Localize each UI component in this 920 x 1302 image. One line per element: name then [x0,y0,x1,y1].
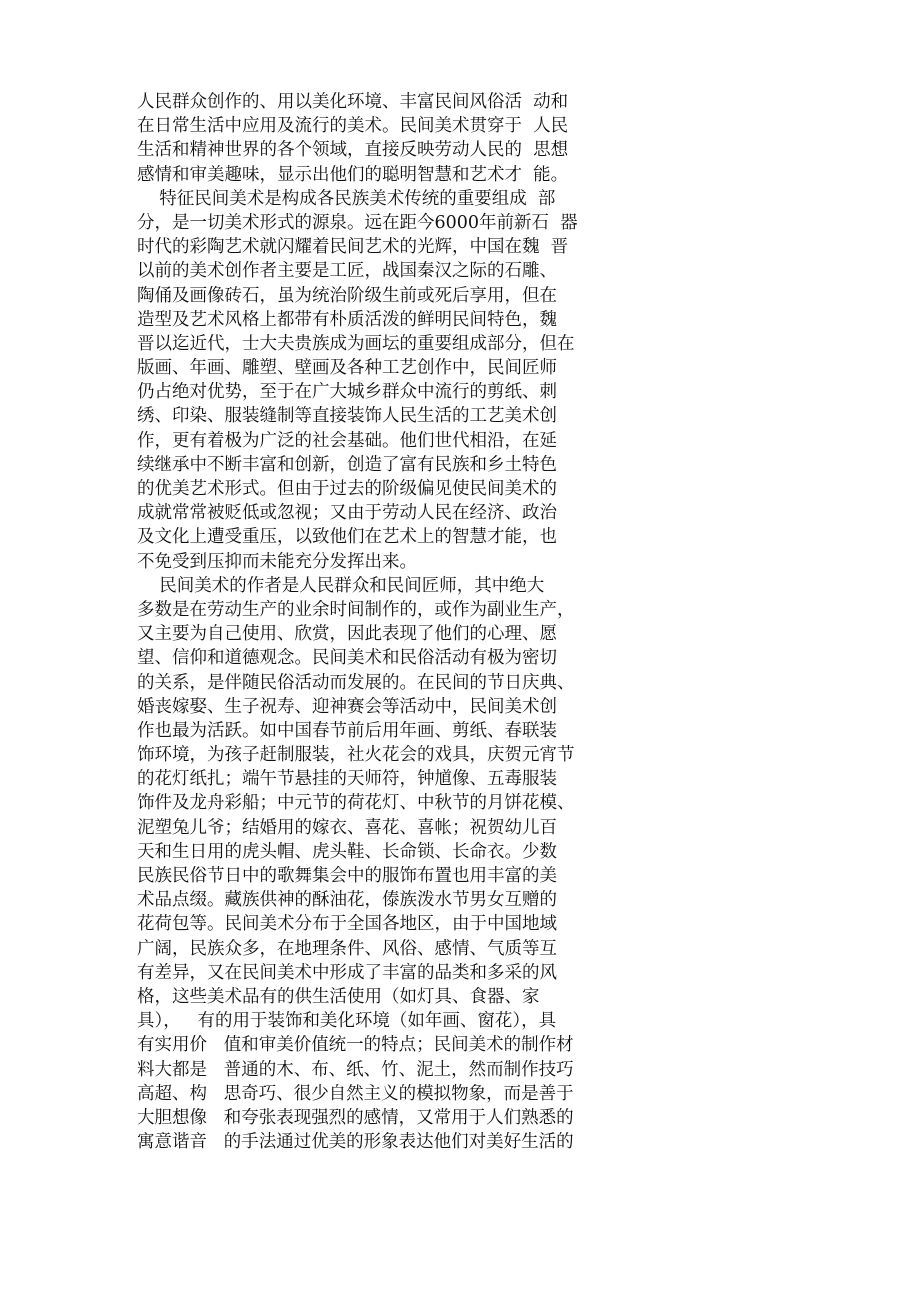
text-line: 饰件及龙舟彩船；中元节的荷花灯、中秋节的月饼花模、 [137,793,575,814]
text-line: 多数是在劳动生产的业余时间制作的，或作为副业生产， [137,599,575,620]
text-line: 民族民俗节日中的歌舞集会中的服饰布置也用丰富的美 [137,866,557,886]
text-line: 广阔，民族众多，在地理条件、风俗、感情、气质等互 [137,938,557,959]
text-line: 饰环境，为孩子赶制服装，社火花会的戏具，庆贺元宵节 [137,745,575,766]
text-line: 料大都是 普通的木、布、纸、竹、泥土，然而制作技巧 [137,1059,574,1080]
text-line: 特征民间美术是构成各民族美术传统的重要组成 部 [137,188,556,209]
text-line: 有实用价 值和审美价值统一的特点；民间美术的制作材 [137,1035,574,1056]
text-line: 术品点缀。藏族供神的酥油花，傣族泼水节男女互赠的 [137,890,557,911]
text-line: 造型及艺术风格上都带有朴质活泼的鲜明民间特色，魏 [137,309,557,330]
text-line: 作，更有着极为广泛的社会基础。他们世代相沿，在延 [137,430,557,451]
text-line: 民间美术的作者是人民群众和民间匠师，其中绝大 [137,575,545,596]
text-line: 分，是一切美术形式的源泉。远在距今6000年前新石 器 [137,212,578,233]
text-line: 天和生日用的虎头帽、虎头鞋、长命锁、长命衣。少数 [137,841,557,862]
text-line: 泥塑兔儿爷；结婚用的嫁衣、喜花、喜帐；祝贺幼儿百 [137,817,557,838]
text-line: 婚丧嫁娶、生子祝寿、迎神赛会等活动中，民间美术创 [137,696,557,717]
text-line: 格，这些美术品有的供生活使用（如灯具、食器、家 [137,986,540,1007]
body-text [137,90,597,1154]
text-line: 以前的美术创作者主要是工匠，战国秦汉之际的石雕、 [137,261,557,282]
text-line: 寓意谐音 的手法通过优美的形象表达他们对美好生活的 [137,1132,574,1153]
text-line: 又主要为自己使用、欣赏，因此表现了他们的心理、愿 [137,624,557,645]
text-line: 花荷包等。民间美术分布于全国各地区，由于中国地域 [137,914,557,935]
text-line: 续继承中不断丰富和创新，创造了富有民族和乡土特色 [137,454,557,475]
text-line: 不免受到压抑而未能充分发挥出来。 [137,551,417,572]
text-line: 晋以迄近代，士大夫贵族成为画坛的重要组成部分，但在 [137,333,575,354]
text-line: 生活和精神世界的各个领域，直接反映劳动人民的 思想 [137,140,569,161]
text-line: 望、信仰和道德观念。民间美术和民俗活动有极为密切 [137,648,557,669]
text-line: 的关系，是伴随民俗活动而发展的。在民间的节日庆典、 [137,672,575,693]
text-line: 的优美艺术形式。但由于过去的阶级偏见使民间美术的 [137,479,557,499]
text-line: 作也最为活跃。如中国春节前后用年画、剪纸、春联装 [137,720,557,741]
text-line: 具）， 有的用于装饰和美化环境（如年画、窗花），具 [137,1011,557,1032]
text-line: 人民群众创作的、用以美化环境、丰富民间风俗活 动和 [137,92,569,112]
text-line: 在日常生活中应用及流行的美术。民间美术贯穿于 人民 [137,116,569,137]
text-line: 仍占绝对优势，至于在广大城乡群众中流行的剪纸、刺 [137,382,557,403]
text-line: 有差异，又在民间美术中形成了丰富的品类和多采的风 [137,962,557,983]
text-line: 成就常常被贬低或忽视；又由于劳动人民在经济、政治 [137,503,557,524]
text-line: 感情和审美趣味，显示出他们的聪明智慧和艺术才 能。 [137,164,569,185]
text-line: 及文化上遭受重压，以致他们在艺术上的智慧才能，也 [137,527,557,548]
text-line: 大胆想像 和夸张表现强烈的感情，又常用于人们熟悉的 [137,1107,574,1128]
text-line: 陶俑及画像砖石，虽为统治阶级生前或死后享用，但在 [137,285,557,306]
text-line: 绣、印染、服装缝制等直接装饰人民生活的工艺美术创 [137,406,557,427]
text-line: 的花灯纸扎；端午节悬挂的天师符，钟馗像、五毒服装 [137,769,557,790]
text-line: 时代的彩陶艺术就闪耀着民间艺术的光辉，中国在魏 晋 [137,237,569,258]
text-line: 高超、构 思奇巧、很少自然主义的模拟物象，而是善于 [137,1083,574,1104]
text-line: 版画、年画、雕塑、壁画及各种工艺创作中，民间匠师 [137,358,557,379]
